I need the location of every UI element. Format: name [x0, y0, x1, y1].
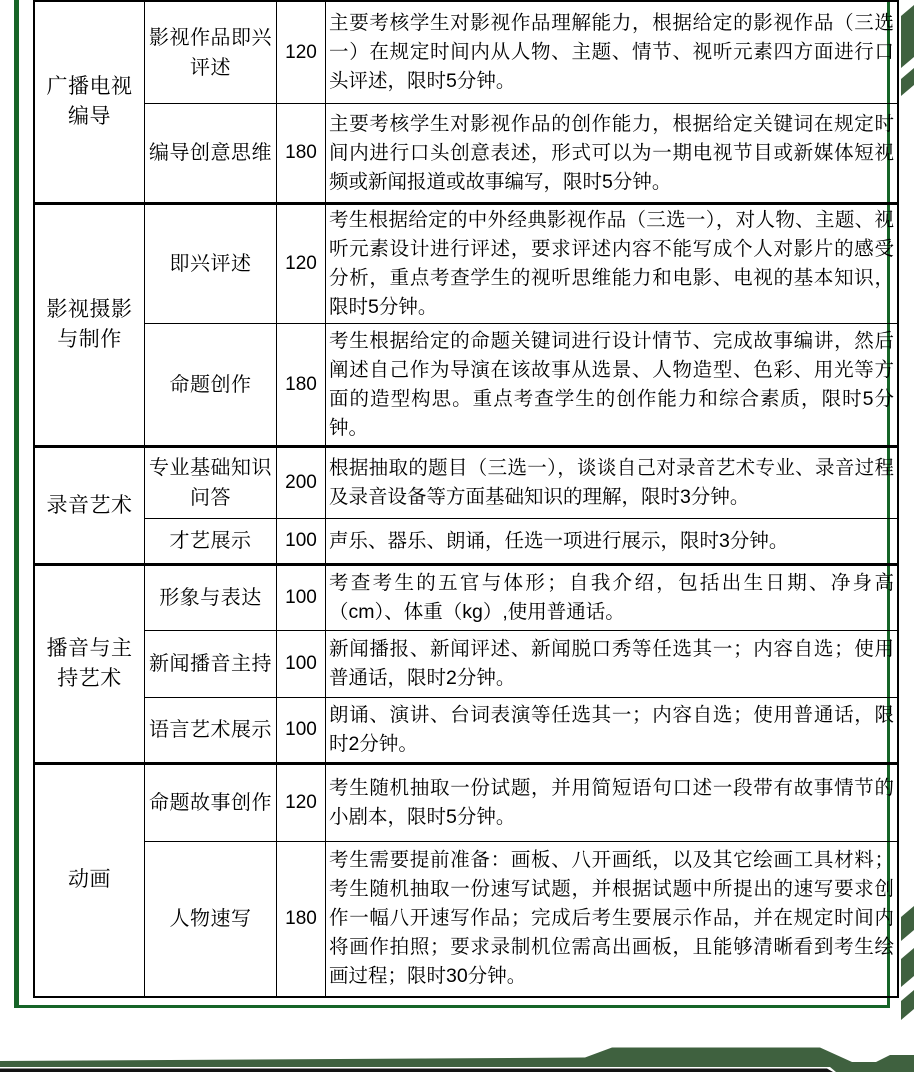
table-row	[34, 519, 898, 565]
exam-item-cell: 形象与表达	[145, 565, 277, 631]
table-row	[34, 631, 898, 698]
description-cell: 考生需要提前准备：画板、八开画纸，以及其它绘画工具材料；考生随机抽取一份速写试题，并根据试题中所提出的速写要求创作一幅八开速写作品；完成后考生要展示作品，并在规定时间内将画作拍照；要求录制机位需高出画板，且能够清晰看到考生绘画过程；限时30分钟。	[326, 842, 899, 997]
description-cell: 考生根据给定的命题关键词进行设计情节、完成故事编讲，然后阐述自己作为导演在该故事从选景、人物造型、色彩、用光等方面的造型构思。重点考查学生的创作能力和综合素质，限时5分钟。	[326, 324, 899, 447]
major-name-cell: 广播电视编导	[34, 1, 145, 204]
major-name-cell: 录音艺术	[34, 447, 145, 565]
exam-item-cell: 新闻播音主持	[145, 631, 277, 698]
exam-item-cell: 专业基础知识问答	[145, 447, 277, 519]
major-name-cell: 影视摄影与制作	[34, 204, 145, 447]
exam-item-cell: 才艺展示	[145, 519, 277, 565]
major-name-cell: 播音与主持艺术	[34, 565, 145, 764]
description-cell: 朗诵、演讲、台词表演等任选其一；内容自选；使用普通话，限时2分钟。	[326, 698, 899, 764]
score-cell: 120	[277, 1, 326, 104]
score-cell: 100	[277, 698, 326, 764]
exam-table	[33, 0, 899, 998]
score-cell: 180	[277, 104, 326, 204]
exam-item-cell: 语言艺术展示	[145, 698, 277, 764]
right-deco-bar-bottom-1	[901, 906, 914, 941]
score-cell: 100	[277, 565, 326, 631]
right-deco-bar-bottom-3	[901, 990, 914, 1020]
score-cell: 100	[277, 519, 326, 565]
exam-item-cell: 编导创意思维	[145, 104, 277, 204]
score-cell: 180	[277, 842, 326, 997]
exam-item-cell: 命题创作	[145, 324, 277, 447]
score-cell: 120	[277, 204, 326, 324]
exam-table-body	[34, 1, 898, 997]
exam-item-cell: 影视作品即兴评述	[145, 1, 277, 104]
table-row	[34, 447, 898, 519]
score-cell: 100	[277, 631, 326, 698]
footer-green-ribbon	[0, 1048, 914, 1072]
table-row	[34, 842, 898, 997]
table-row	[34, 698, 898, 764]
right-deco-bar-bottom-2	[901, 948, 914, 987]
major-name-cell: 动画	[34, 764, 145, 997]
table-row	[34, 565, 898, 631]
description-cell: 声乐、器乐、朗诵，任选一项进行展示，限时3分钟。	[326, 519, 899, 565]
description-cell: 主要考核学生对影视作品的创作能力，根据给定关键词在规定时间内进行口头创意表述，形式可以为一期电视节目或新媒体短视频或新闻报道或故事编写，限时5分钟。	[326, 104, 899, 204]
exam-item-cell: 即兴评述	[145, 204, 277, 324]
table-row	[34, 204, 898, 324]
score-cell: 120	[277, 764, 326, 842]
footer-black-strip	[0, 1069, 833, 1072]
frame-left-line	[14, 0, 19, 1008]
table-row	[34, 324, 898, 447]
table-row	[34, 764, 898, 842]
description-cell: 主要考核学生对影视作品理解能力，根据给定的影视作品（三选一）在规定时间内从人物、主题、情节、视听元素四方面进行口头评述，限时5分钟。	[326, 1, 899, 104]
exam-item-cell: 人物速写	[145, 842, 277, 997]
score-cell: 180	[277, 324, 326, 447]
right-deco-bar-top-1	[901, 5, 914, 68]
description-cell: 考查考生的五官与体形；自我介绍，包括出生日期、净身高（cm）、体重（kg）,使用普通话。	[326, 565, 899, 631]
frame-bottom-line	[14, 1005, 890, 1008]
description-cell: 根据抽取的题目（三选一），谈谈自己对录音艺术专业、录音过程及录音设备等方面基础知识的理解，限时3分钟。	[326, 447, 899, 519]
table-row	[34, 104, 898, 204]
description-cell: 新闻播报、新闻评述、新闻脱口秀等任选其一；内容自选；使用普通话，限时2分钟。	[326, 631, 899, 698]
description-cell: 考生根据给定的中外经典影视作品（三选一），对人物、主题、视听元素设计进行评述，要求评述内容不能写成个人对影片的感受分析，重点考查学生的视听思维能力和电影、电视的基本知识，限时5分钟。	[326, 204, 899, 324]
right-deco-bar-top-2	[901, 68, 914, 96]
description-cell: 考生随机抽取一份试题，并用简短语句口述一段带有故事情节的小剧本，限时5分钟。	[326, 764, 899, 842]
table-row	[34, 1, 898, 104]
score-cell: 200	[277, 447, 326, 519]
exam-item-cell: 命题故事创作	[145, 764, 277, 842]
